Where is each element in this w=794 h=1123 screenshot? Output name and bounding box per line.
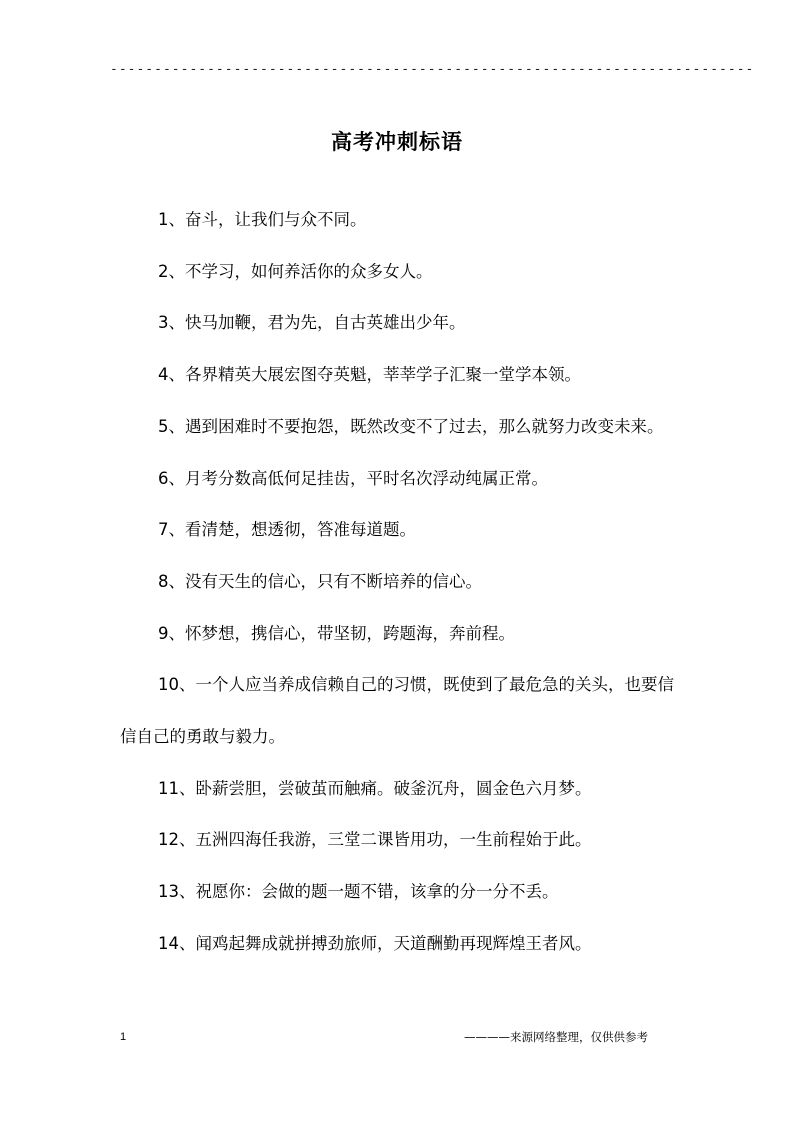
slogan-paragraph: 2、不学习，如何养活你的众多女人。 [158, 261, 433, 281]
header-dashed-rule: ------------------------------------------------------------------------- [110, 62, 755, 77]
slogan-paragraph: 10、一个人应当养成信赖自己的习惯，既使到了最危急的关头，也要信信自己的勇敢与毅力。 [120, 675, 674, 747]
footer-source-note: ————来源网络整理，仅供供参考 [464, 1030, 648, 1044]
slogan-paragraph: 14、闻鸡起舞成就拼搏劲旅师，天道酬勤再现辉煌王者风。 [158, 933, 592, 953]
page-number: 1 [120, 1031, 127, 1043]
slogan-list [120, 194, 682, 970]
slogan-paragraph: 12、五洲四海任我游，三堂二课皆用功，一生前程始于此。 [158, 830, 592, 850]
slogan-paragraph: 1、奋斗，让我们与众不同。 [158, 210, 367, 229]
slogan-paragraph: 9、怀梦想，携信心，带坚韧，跨题海，奔前程。 [158, 623, 515, 643]
slogan-paragraph: 6、月考分数高低何足挂齿，平时名次浮动纯属正常。 [158, 468, 548, 488]
slogan-paragraph: 13、祝愿你：会做的题一题不错，该拿的分一分不丢。 [158, 882, 559, 902]
document-title: 高考冲刺标语 [331, 129, 463, 154]
slogan-paragraph: 4、各界精英大展宏图夺英魁，莘莘学子汇聚一堂学本领。 [158, 365, 581, 385]
slogan-paragraph: 5、遇到困难时不要抱怨，既然改变不了过去，那么就努力改变未来。 [158, 416, 664, 436]
slogan-paragraph: 7、看清楚，想透彻，答准每道题。 [158, 520, 416, 540]
slogan-paragraph: 8、没有天生的信心，只有不断培养的信心。 [158, 571, 482, 591]
slogan-paragraph: 3、快马加鞭，君为先，自古英雄出少年。 [158, 313, 466, 333]
slogan-paragraph: 11、卧薪尝胆，尝破茧而触痛。破釜沉舟，圆金色六月梦。 [158, 778, 592, 798]
